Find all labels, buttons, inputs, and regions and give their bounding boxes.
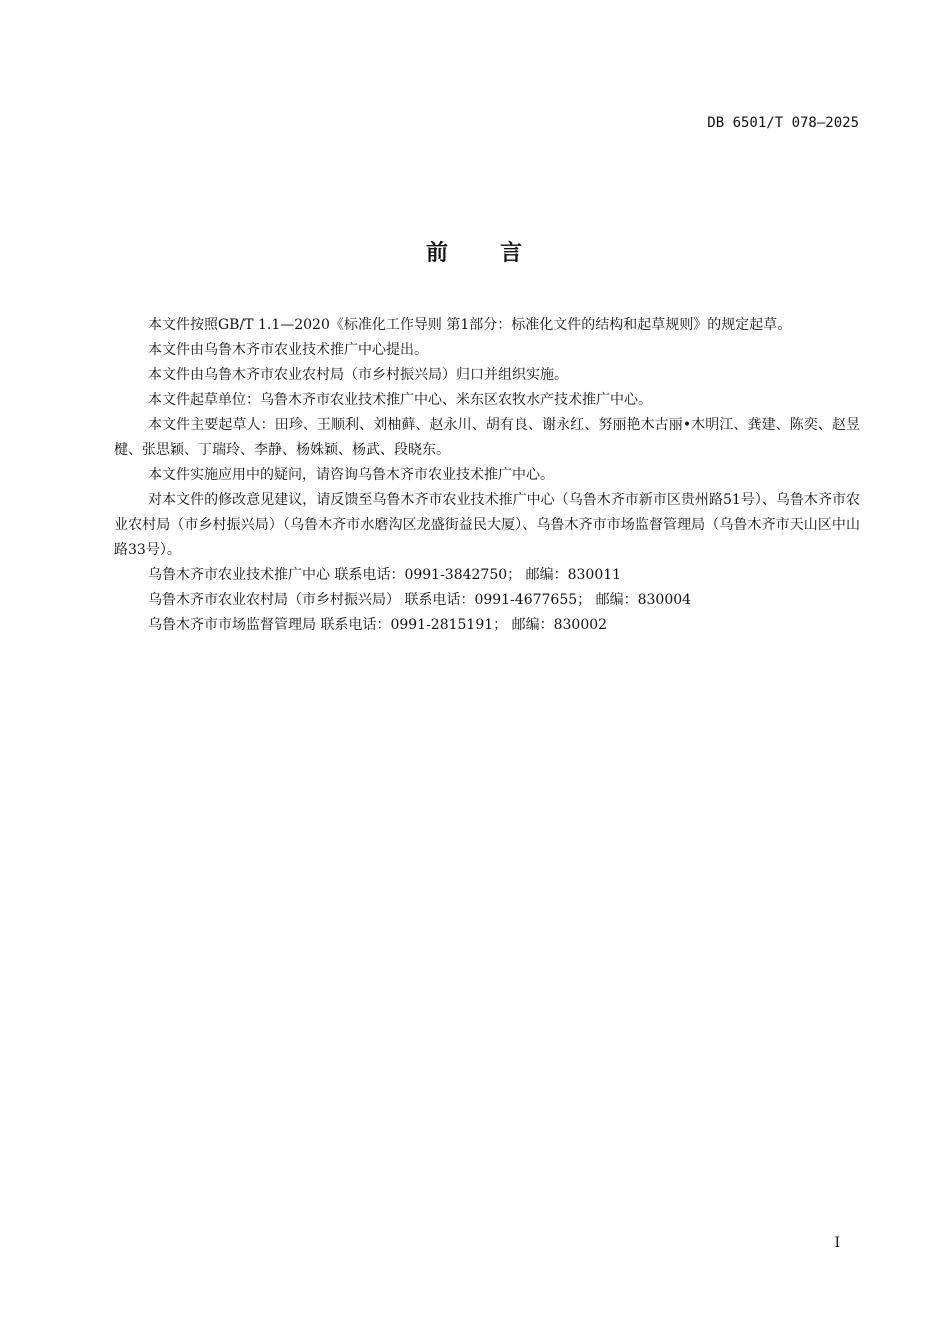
paragraph-feedback: 对本文件的修改意见建议，请反馈至乌鲁木齐市农业技术推广中心（乌鲁木齐市新市区贵州路51号）、乌鲁木齐市农业农村局（市乡村振兴局）（乌鲁木齐市水磨沟区龙盛街益民大厦）、乌鲁木齐市市场监督管理局（乌鲁木齐市天山区中山路33号）。 (114, 492, 860, 558)
title-char-1: 前 (425, 241, 450, 266)
paragraph-inquiries: 本文件实施应用中的疑问，请咨询乌鲁木齐市农业技术推广中心。 (148, 467, 554, 483)
title-char-2: 言 (500, 241, 525, 266)
page-number: I (834, 1235, 840, 1251)
paragraph-drafting-rules: 本文件按照GB/T 1.1—2020《标准化工作导则 第1部分：标准化文件的结构和起草规则》的规定起草。 (148, 317, 792, 333)
foreword-body (114, 313, 860, 638)
page-title (0, 236, 950, 267)
paragraph-drafters: 本文件主要起草人：田珍、王顺利、刘柚藓、赵永川、胡有良、谢永红、努丽艳木古丽•木明江、龚建、陈奕、赵昱楗、张思颖、丁瑞玲、李静、杨姝颖、杨武、段晓东。 (114, 417, 860, 458)
paragraph-drafting-units: 本文件起草单位：乌鲁木齐市农业技术推广中心、米东区农牧水产技术推广中心。 (148, 392, 652, 408)
contact-line: 乌鲁木齐市农业技术推广中心 联系电话：0991-3842750； 邮编：830011 (148, 567, 622, 583)
paragraph-administrator: 本文件由乌鲁木齐市农业农村局（市乡村振兴局）归口并组织实施。 (148, 367, 568, 383)
paragraph-proposer: 本文件由乌鲁木齐市农业技术推广中心提出。 (148, 342, 428, 358)
contact-line: 乌鲁木齐市市场监督管理局 联系电话：0991-2815191； 邮编：830002 (148, 617, 608, 633)
contact-line: 乌鲁木齐市农业农村局（市乡村振兴局） 联系电话：0991-4677655； 邮编：830004 (148, 592, 692, 608)
standard-code: DB 6501/T 078—2025 (707, 115, 859, 131)
